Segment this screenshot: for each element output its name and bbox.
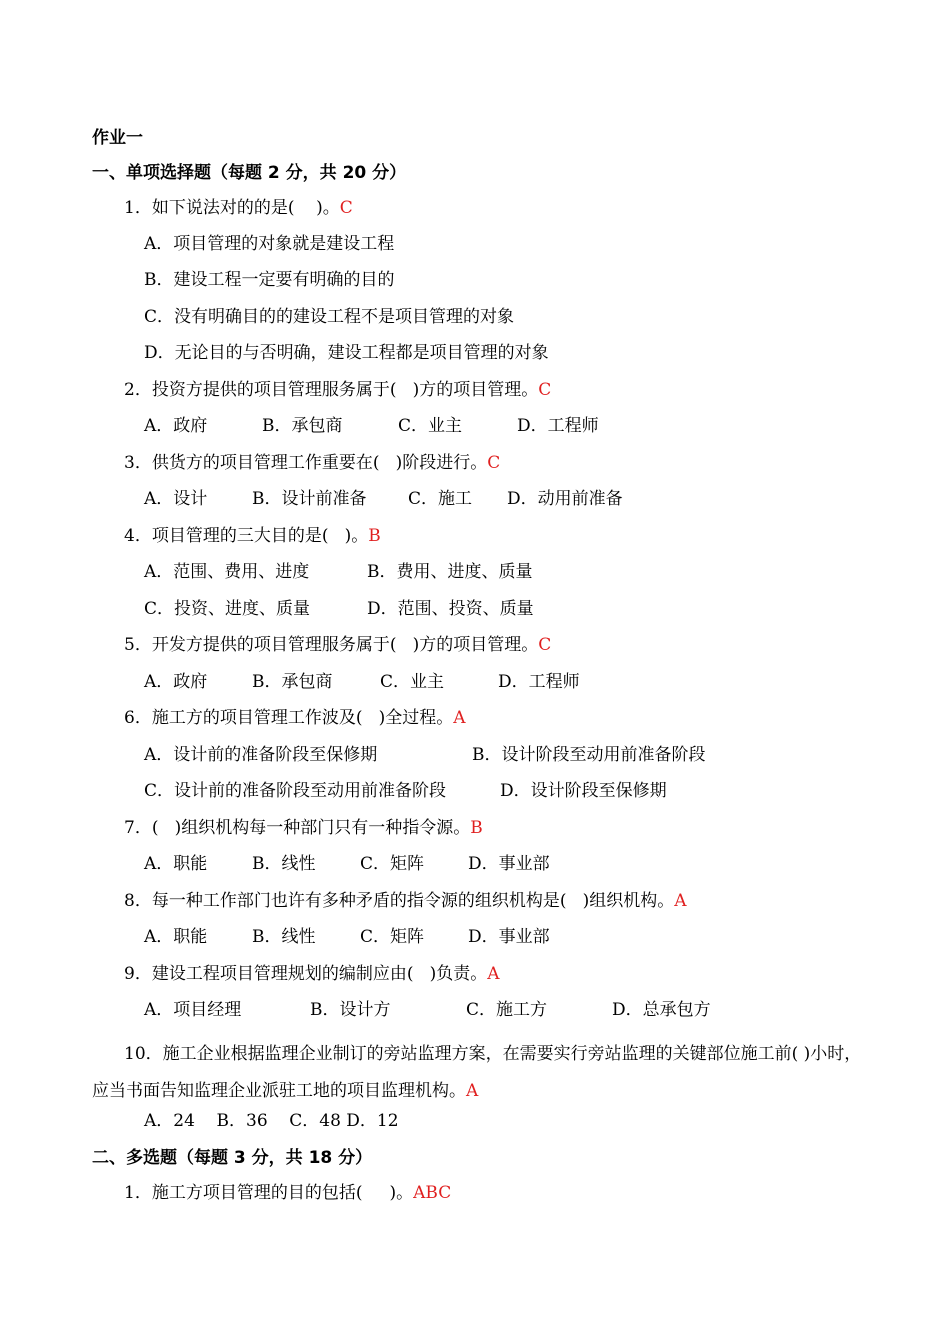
option-c: C．施工 (408, 489, 473, 509)
option-b: B．设计前准备 (252, 489, 367, 509)
option-a: A．政府 (144, 672, 208, 692)
option-c: C．业主 (380, 672, 445, 692)
section-heading: 一、单项选择题（每题 2 分，共 20 分） (92, 163, 407, 183)
option-b: B．费用、进度、质量 (367, 562, 533, 582)
option-c: C．矩阵 (360, 927, 425, 947)
question-8: 8．每一种工作部门也许有多种矛盾的指令源的组织机构是( )组织机构。A (124, 891, 687, 911)
question-2: 2．投资方提供的项目管理服务属于( )方的项目管理。C (124, 380, 552, 400)
option-d: D．无论目的与否明确，建设工程都是项目管理的对象 (144, 343, 549, 363)
option-d: D．事业部 (468, 854, 550, 874)
question-6: 6．施工方的项目管理工作波及( )全过程。A (124, 708, 466, 728)
option-b: B．线性 (252, 854, 316, 874)
question-9: 9．建设工程项目管理规划的编制应由( )负责。A (124, 964, 500, 984)
option-b: B．承包商 (262, 416, 343, 436)
option-a: A．设计 (144, 489, 208, 509)
question-1: 1．施工方项目管理的目的包括( )。ABC (124, 1183, 452, 1203)
option-c: C．矩阵 (360, 854, 425, 874)
option-d: D．动用前准备 (507, 489, 623, 509)
option-d: D．工程师 (498, 672, 580, 692)
section-heading: 二、多选题（每题 3 分，共 18 分） (92, 1148, 373, 1168)
option-c: C．施工方 (466, 1000, 548, 1020)
question-3: 3．供货方的项目管理工作重要在( )阶段进行。C (124, 453, 501, 473)
option-b: B．承包商 (252, 672, 333, 692)
option-a: A．政府 (144, 416, 208, 436)
option-a: A．范围、费用、进度 (144, 562, 310, 582)
option-d: D．设计阶段至保修期 (500, 781, 667, 801)
option-b: B．设计方 (310, 1000, 391, 1020)
question-10: 10．施工企业根据监理企业制订的旁站监理方案，在需要实行旁站监理的关键部位施工前( )小时，应当书面告知监理企业派驻工地的项目监理机构。A (92, 1044, 862, 1101)
option-d: D．工程师 (517, 416, 599, 436)
option-b: B．线性 (252, 927, 316, 947)
option-a: A．项目经理 (144, 1000, 242, 1020)
option-a: A．项目管理的对象就是建设工程 (144, 234, 395, 254)
option-b: B．设计阶段至动用前准备阶段 (472, 745, 706, 765)
options-row: A．24 B．36 C．48 D．12 (144, 1111, 399, 1131)
question-1: 1．如下说法对的的是( )。C (124, 198, 353, 218)
question-5: 5．开发方提供的项目管理服务属于( )方的项目管理。C (124, 635, 552, 655)
option-d: D．事业部 (468, 927, 550, 947)
option-a: A．职能 (144, 927, 208, 947)
option-d: D．范围、投资、质量 (367, 599, 534, 619)
option-c: C．设计前的准备阶段至动用前准备阶段 (144, 781, 447, 801)
option-a: A．设计前的准备阶段至保修期 (144, 745, 378, 765)
option-d: D．总承包方 (612, 1000, 711, 1020)
option-c: C．没有明确目的的建设工程不是项目管理的对象 (144, 307, 515, 327)
option-b: B．建设工程一定要有明确的目的 (144, 270, 395, 290)
question-7: 7．( )组织机构每一种部门只有一种指令源。B (124, 818, 483, 838)
option-c: C．投资、进度、质量 (144, 599, 311, 619)
page-title: 作业一 (92, 128, 143, 148)
option-c: C．业主 (398, 416, 463, 436)
option-a: A．职能 (144, 854, 208, 874)
question-4: 4．项目管理的三大目的是( )。B (124, 526, 381, 546)
